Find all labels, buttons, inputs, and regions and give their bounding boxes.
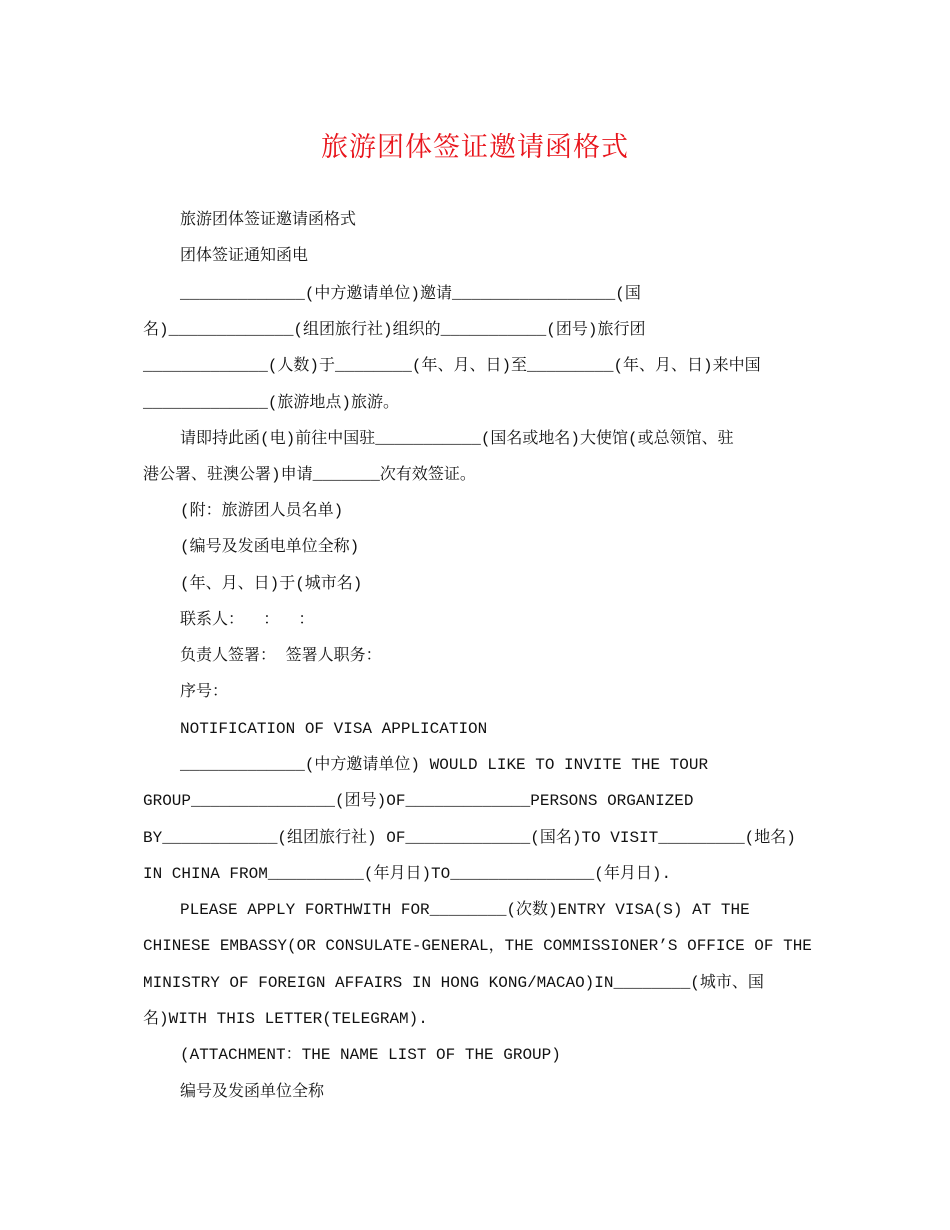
body-line: (年、月、日)于(城市名) [180,575,363,593]
body-line: (ATTACHMENT：THE NAME LIST OF THE GROUP) [180,1046,561,1064]
body-line: (编号及发函电单位全称) [180,538,360,556]
body-line: 团体签证通知函电 [180,247,309,265]
body-line: 请即持此函(电)前往中国驻___________(国名或地名)大使馆(或总领馆、驻 [180,430,734,448]
body-line: MINISTRY OF FOREIGN AFFAIRS IN HONG KONG/MACAO)IN________(城市、国 [143,974,764,992]
body-line: (附：旅游团人员名单) [180,502,344,520]
body-line: 港公署、驻澳公署)申请_______次有效签证。 [143,466,476,484]
body-line: _____________(中方邀请单位)邀请_________________(国 [180,285,641,303]
body-line: _____________(人数)于________(年、月、日)至_________(年、月、日)来中国 [143,357,761,375]
body-line: 编号及发函单位全称 [180,1083,325,1101]
body-line: _____________(中方邀请单位) WOULD LIKE TO INVITE THE TOUR [180,756,709,774]
body-line: NOTIFICATION OF VISA APPLICATION [180,720,488,738]
body-line: BY____________(组团旅行社) OF_____________(国名)TO VISIT_________(地名) [143,829,796,847]
body-line: 序号： [180,683,229,701]
body-line: 名)_____________(组团旅行社)组织的___________(团号)旅行团 [143,321,646,339]
body-line: CHINESE EMBASSY(OR CONSULATE-GENERAL，THE COMMISSIONER’S OFFICE OF THE [143,937,812,955]
body-line: 联系人： ： ： [180,611,315,629]
body-line: GROUP_______________(团号)OF_____________PERSONS ORGANIZED [143,792,694,810]
body-line: PLEASE APPLY FORTHWITH FOR________(次数)ENTRY VISA(S) AT THE [180,901,750,919]
body-line: 名)WITH THIS LETTER(TELEGRAM). [143,1010,428,1028]
body-line: _____________(旅游地点)旅游。 [143,394,400,412]
body-line: IN CHINA FROM__________(年月日)TO_______________(年月日). [143,865,672,883]
document-title: 旅游团体签证邀请函格式 [321,132,629,163]
body-line: 负责人签署： 签署人职务： [180,647,382,665]
body-line: 旅游团体签证邀请函格式 [180,211,357,229]
